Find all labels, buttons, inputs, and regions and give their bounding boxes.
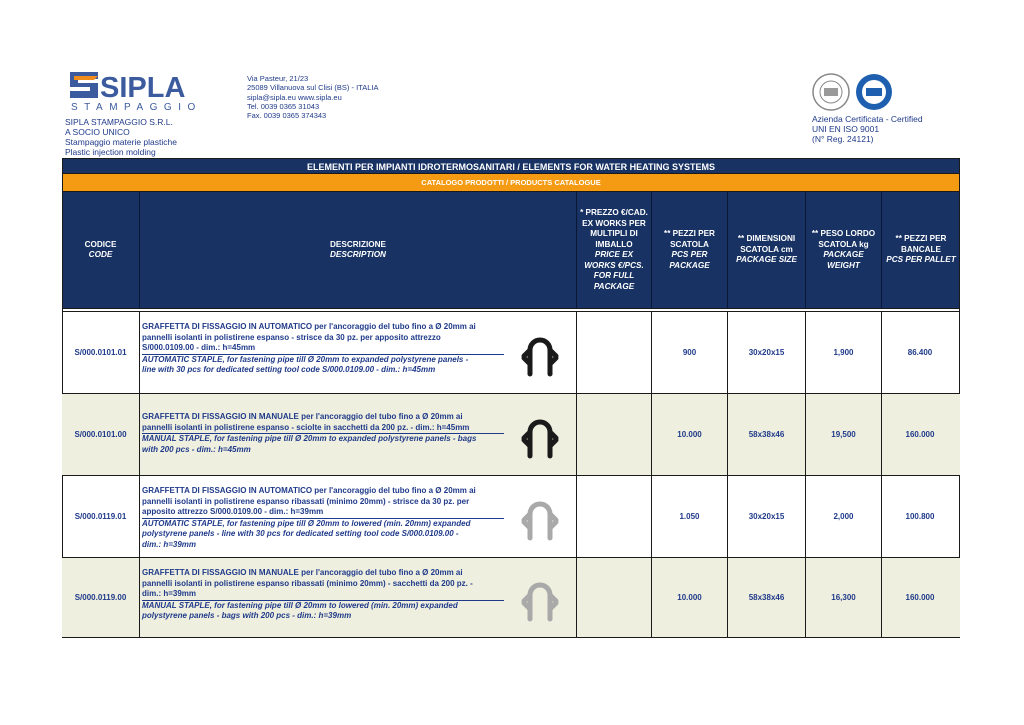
table-row (62, 557, 960, 637)
product-price (577, 476, 652, 557)
staple-image (504, 476, 577, 557)
product-weight: 2,000 (806, 476, 882, 557)
product-code: S/000.0119.01 (62, 476, 140, 557)
header-weight: ** PESO LORDO SCATOLA kg PACKAGE WEIGHT (806, 191, 882, 309)
table-row (62, 393, 960, 475)
product-pcs-box: 1.050 (652, 476, 728, 557)
company-address (247, 74, 378, 120)
cert-line-1: Azienda Certificata - Certified (812, 114, 923, 124)
table-row (62, 311, 960, 393)
logo-text: SIPLA (100, 72, 186, 104)
address-fax: Fax. 0039 0365 374343 (247, 111, 327, 121)
header-pcs-pallet: ** PEZZI PER BANCALE PCS PER PALLET (886, 234, 956, 265)
table-subtitle: CATALOGO PRODOTTI / PRODUCTS CATALOGUE (62, 174, 960, 191)
certification-info (812, 114, 923, 144)
product-box-dimensions: 30x20x15 (728, 312, 806, 393)
product-pcs-pallet: 160.000 (905, 593, 935, 602)
company-activity-it: Stampaggio materie plastiche (65, 137, 177, 147)
product-description: GRAFFETTA DI FISSAGGIO IN AUTOMATICO per l'ancoraggio del tubo fino a Ø 20mm ai pannelli isolanti in polistirene espanso - strisce da 30 pz. per apposito attrezzo S/000.0109.00 - dim.: h=45mm AUTOMATIC STAPLE, for fastening pipe till Ø 20mm to expanded polystyrene panels - line with 30 pcs for dedicated setting tool code S/000.0109.00 - dim.: h=45mm (140, 312, 504, 393)
product-price (577, 558, 652, 637)
logo-subtext: STAMPAGGIO (71, 102, 202, 112)
address-contacts[interactable]: sipla@sipla.eu www.sipla.eu (247, 92, 342, 102)
company-type: A SOCIO UNICO (65, 127, 130, 137)
product-box-dimensions: 58x38x46 (728, 558, 806, 637)
product-pcs-pallet: 100.800 (905, 512, 935, 521)
company-activity-en: Plastic injection molding (65, 147, 156, 157)
header-description: DESCRIZIONE DESCRIPTION (140, 191, 577, 309)
product-pcs-box: 10.000 (652, 394, 728, 475)
product-price (577, 394, 652, 475)
company-info (65, 117, 177, 157)
product-price (577, 312, 652, 393)
certification-logos (812, 72, 896, 112)
product-description: GRAFFETTA DI FISSAGGIO IN MANUALE per l'ancoraggio del tubo fino a Ø 20mm ai pannelli isolanti in polistirene espanso - sciolte in sacchetti da 200 pz. - dim.: h=45mm MANUAL STAPLE, for fastening pipe till Ø 20mm to expanded polystyrene panels - bags with 200 pcs - dim.: h=45mm (140, 394, 504, 475)
product-code: S/000.0101.00 (62, 394, 140, 475)
product-pcs-pallet: 160.000 (905, 430, 935, 439)
table-title: ELEMENTI PER IMPIANTI IDROTERMOSANITARI / ELEMENTS FOR WATER HEATING SYSTEMS (62, 158, 960, 174)
cert-line-3: (N° Reg. 24121) (812, 134, 874, 144)
staple-image (504, 312, 577, 393)
product-box-dimensions: 58x38x46 (728, 394, 806, 475)
staple-image (504, 394, 577, 475)
product-weight: 16,300 (806, 558, 882, 637)
product-weight: 1,900 (806, 312, 882, 393)
product-box-dimensions: 30x20x15 (728, 476, 806, 557)
header-box-dimensions: ** DIMENSIONI SCATOLA cm PACKAGE SIZE (728, 191, 806, 309)
company-name: SIPLA STAMPAGGIO S.R.L. (65, 117, 173, 127)
cert-line-2: UNI EN ISO 9001 (812, 124, 880, 134)
product-code: S/000.0101.01 (62, 312, 140, 393)
product-weight: 19,500 (806, 394, 882, 475)
product-description: GRAFFETTA DI FISSAGGIO IN MANUALE per l'ancoraggio del tubo fino a Ø 20mm ai pannelli isolanti in polistirene espanso ribassati (minimo 20mm) - sacchetti da 200 pz. - dim.: h=39mm MANUAL STAPLE, for fastening pipe till Ø 20mm to lowered (min. 20mm) expanded polystyrene panels - bags with 200 pcs - dim.: h=39mm (140, 558, 504, 637)
product-pcs-box: 10.000 (652, 558, 728, 637)
staple-image (504, 558, 577, 637)
product-pcs-pallet: 86.400 (907, 348, 933, 357)
header-pcs-box: ** PEZZI PER SCATOLA PCS PER PACKAGE (652, 191, 728, 309)
address-city: 25089 Villanuova sul Clisi (BS) - ITALIA (247, 83, 379, 93)
company-logo (68, 70, 203, 112)
table-row (62, 475, 960, 557)
address-street: Via Pasteur, 21/23 (247, 74, 309, 83)
header-code: CODICE CODE (62, 191, 140, 309)
product-description: GRAFFETTA DI FISSAGGIO IN AUTOMATICO per l'ancoraggio del tubo fino a Ø 20mm ai pannelli isolanti in polistirene espanso ribassati (minimo 20mm) - strisce da 30 pz. per apposito attrezzo S/000.0109.00 - dim.: h=39mm AUTOMATIC STAPLE, for fastening pipe till Ø 20mm to lowered (min. 20mm) expanded polystyrene panels - line with 30 pcs for dedicated setting tool code S/000.0109.00 - dim.: h=39mm (140, 476, 504, 557)
header-price: * PREZZO €/CAD. EX WORKS PER MULTIPLI DI IMBALLO PRICE EX WORKS €/PCS. FOR FULL PACKAGE (577, 191, 652, 309)
product-pcs-box: 900 (652, 312, 728, 393)
address-tel: Tel. 0039 0365 31043 (247, 101, 320, 111)
product-code: S/000.0119.00 (62, 558, 140, 637)
